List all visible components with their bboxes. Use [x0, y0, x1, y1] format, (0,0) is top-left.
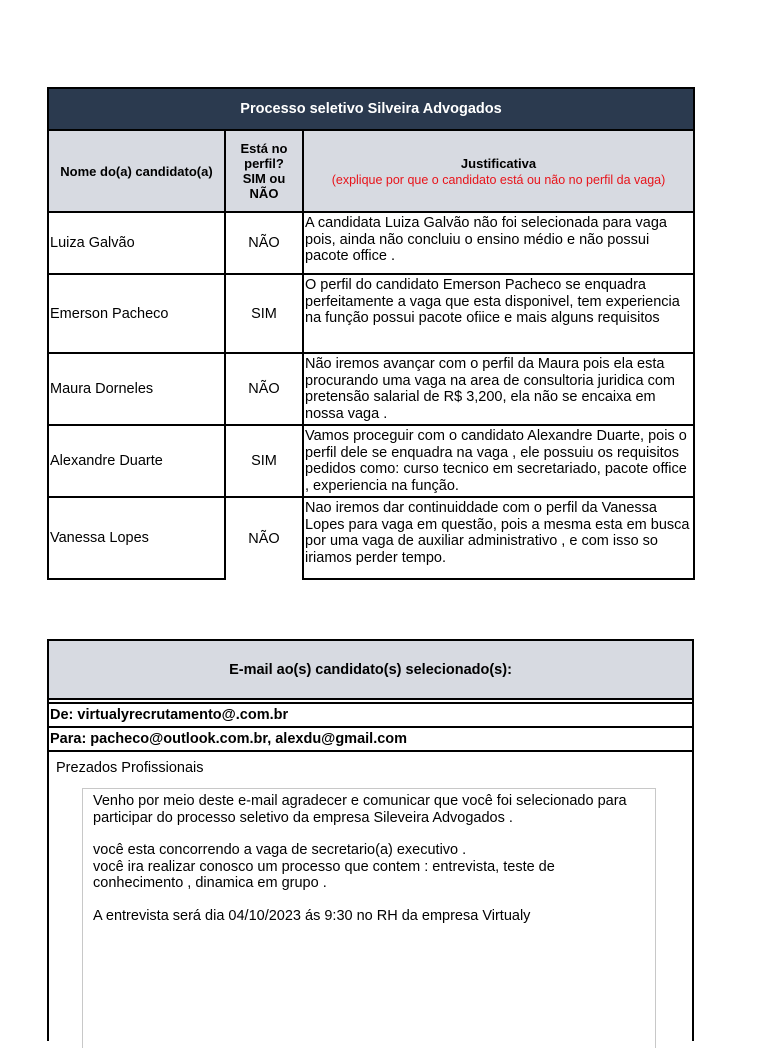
profile-answer: SIM — [225, 425, 303, 497]
justification-text: Não iremos avançar com o perfil da Maura pois ela esta procurando uma vaga na area de consultoria juridica com pretensão salarial de R$ 3,200, ela não se encaixa em nossa vaga . — [303, 353, 694, 425]
email-paragraph: A entrevista será dia 04/10/2023 ás 9:30 no RH da empresa Virtualy — [93, 907, 531, 924]
email-greeting: Prezados Profissionais — [56, 760, 204, 776]
email-body — [82, 788, 656, 1048]
table-row — [48, 212, 694, 274]
candidate-name: Luiza Galvão — [48, 212, 225, 274]
profile-answer: NÃO — [225, 212, 303, 274]
header-name: Nome do(a) candidato(a) — [48, 130, 225, 212]
justification-text: A candidata Luiza Galvão não foi selecionada para vaga pois, ainda não concluiu o ensino médio e não possui pacote office . — [303, 212, 694, 274]
profile-answer: SIM — [225, 274, 303, 353]
candidate-name: Alexandre Duarte — [48, 425, 225, 497]
email-from: De: virtualyrecrutamento@.com.br — [49, 702, 692, 726]
candidate-name: Maura Dorneles — [48, 353, 225, 425]
header-justification — [303, 130, 694, 212]
email-section — [47, 639, 694, 1041]
header-profile: Está no perfil? SIM ou NÃO — [225, 130, 303, 212]
table-row — [48, 497, 694, 579]
email-paragraph: você esta concorrendo a vaga de secretario(a) executivo . você ira realizar conosco um processo que contem : entrevista, teste de conhecimento , dinamica em grupo . — [93, 842, 555, 891]
profile-answer: NÃO — [225, 497, 303, 579]
justification-text: Nao iremos dar continuiddade com o perfil da Vanessa Lopes para vaga em questão, pois a mesma esta em busca por uma vaga de auxiliar administrativo , e com isso so iriamos perder tempo. — [303, 497, 694, 579]
header-justification-label: Justificativa — [460, 155, 537, 171]
table-row — [48, 425, 694, 497]
table-row — [48, 353, 694, 425]
profile-answer: NÃO — [225, 353, 303, 425]
justification-text: Vamos proceguir com o candidato Alexandre Duarte, pois o perfil dele se enquadra na vaga , ele possuiu os requisitos pedidos como: curso tecnico em secretariado, pacote office , experiencia na função. — [303, 425, 694, 497]
email-title: E-mail ao(s) candidato(s) selecionado(s): — [49, 641, 692, 700]
justification-text: O perfil do candidato Emerson Pacheco se enquadra perfeitamente a vaga que esta disponivel, tem experiencia na função possui pacote ofiice e mais alguns requisitos — [303, 274, 694, 353]
candidate-name: Emerson Pacheco — [48, 274, 225, 353]
candidate-name: Vanessa Lopes — [48, 497, 225, 579]
table-title: Processo seletivo Silveira Advogados — [48, 88, 694, 130]
header-justification-note: (explique por que o candidato está ou não no perfil da vaga) — [331, 172, 666, 187]
candidates-table — [47, 87, 695, 580]
email-to: Para: pacheco@outlook.com.br, alexdu@gmail.com — [49, 726, 692, 752]
table-row — [48, 274, 694, 353]
email-paragraph: Venho por meio deste e-mail agradecer e comunicar que você foi selecionado para participar do processo seletivo da empresa Sileveira Advogados . — [93, 793, 627, 826]
